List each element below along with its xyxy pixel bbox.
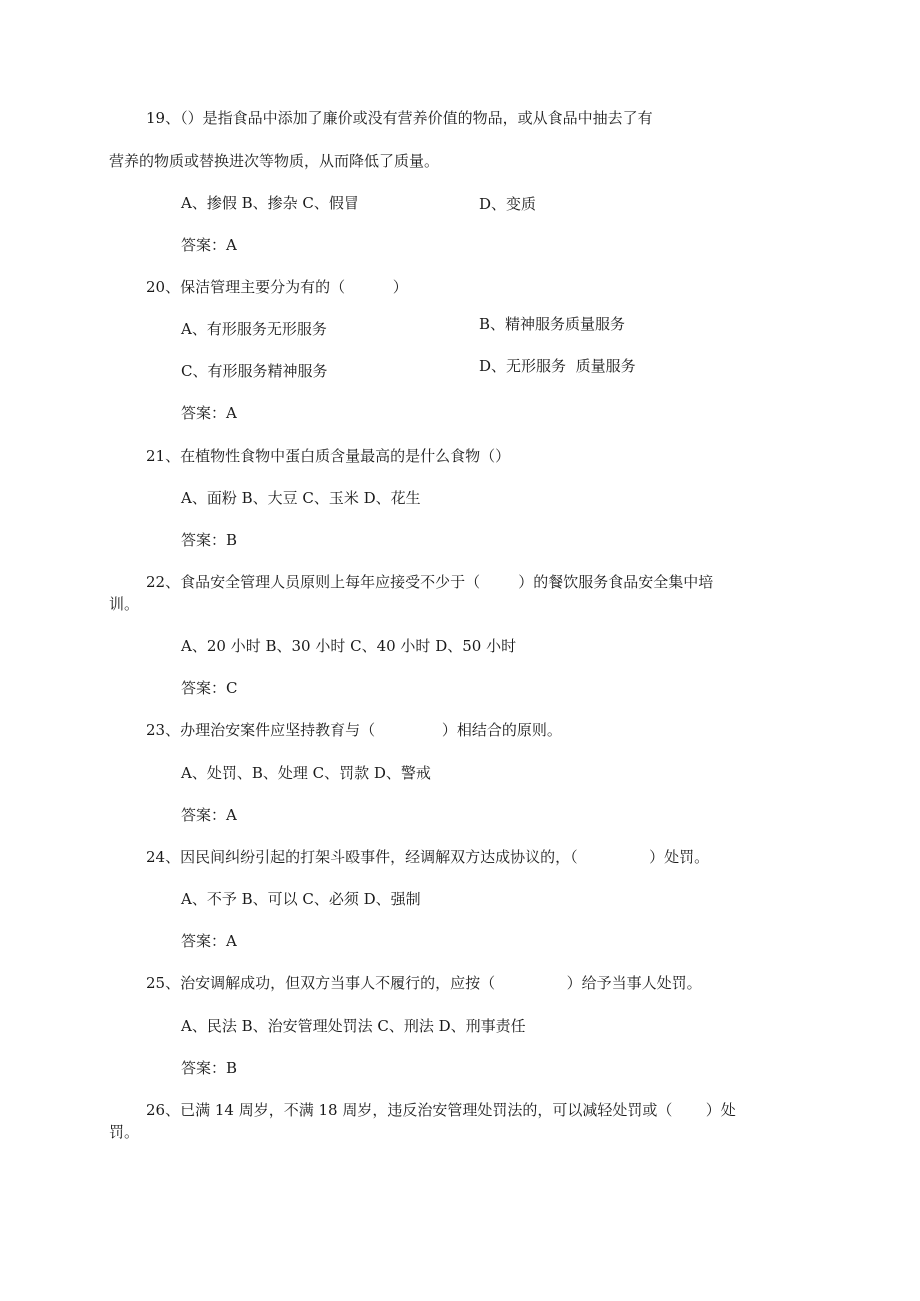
options: A、20 小时 B、30 小时 C、40 小时 D、50 小时 bbox=[181, 637, 517, 655]
options: A、处罚、B、处理 C、罚款 D、警戒 bbox=[181, 764, 431, 782]
answer: 答案：B bbox=[181, 1059, 238, 1077]
question-text: 26、已满 14 周岁，不满 18 周岁，违反治安管理处罚法的，可以减轻处罚或（ ）处 bbox=[146, 1101, 736, 1119]
question-text: 21、在植物性食物中蛋白质含量最高的是什么食物（） bbox=[146, 447, 511, 465]
answer: 答案：A bbox=[181, 404, 237, 422]
question-text: 19、（）是指食品中添加了廉价或没有营养价值的物品，或从食品中抽去了有 bbox=[146, 109, 653, 127]
question-text-continued: 营养的物质或替换进次等物质，从而降低了质量。 bbox=[109, 152, 440, 170]
option-d: D、变质 bbox=[479, 195, 537, 213]
question-text-continued: 罚。 bbox=[109, 1123, 140, 1141]
options: A、不予 B、可以 C、必须 D、强制 bbox=[181, 890, 421, 908]
options: A、民法 B、治安管理处罚法 C、刑法 D、刑事责任 bbox=[181, 1017, 526, 1035]
answer: 答案：C bbox=[181, 679, 238, 697]
options: A、面粉 B、大豆 C、玉米 D、花生 bbox=[181, 489, 421, 507]
options-abc: A、掺假 B、掺杂 C、假冒 bbox=[181, 194, 359, 212]
answer: 答案：B bbox=[181, 531, 238, 549]
question-text: 23、办理治安案件应坚持教育与（ ）相结合的原则。 bbox=[146, 721, 562, 739]
question-text-continued: 训。 bbox=[109, 595, 140, 613]
option-b: B、精神服务质量服务 bbox=[479, 315, 626, 333]
question-text: 25、治安调解成功，但双方当事人不履行的，应按（ ）给予当事人处罚。 bbox=[146, 974, 702, 992]
option-a: A、有形服务无形服务 bbox=[181, 320, 327, 338]
question-text: 24、因民间纠纷引起的打架斗殴事件，经调解双方达成协议的，（ ）处罚。 bbox=[146, 848, 710, 866]
question-text: 22、食品安全管理人员原则上每年应接受不少于（ ）的餐饮服务食品安全集中培 bbox=[146, 573, 714, 591]
option-d: D、无形服务 质量服务 bbox=[479, 357, 636, 375]
answer: 答案：A bbox=[181, 806, 237, 824]
question-text: 20、保洁管理主要分为有的（ ） bbox=[146, 278, 408, 296]
answer: 答案：A bbox=[181, 932, 237, 950]
option-c: C、有形服务精神服务 bbox=[181, 362, 328, 380]
answer: 答案：A bbox=[181, 236, 237, 254]
